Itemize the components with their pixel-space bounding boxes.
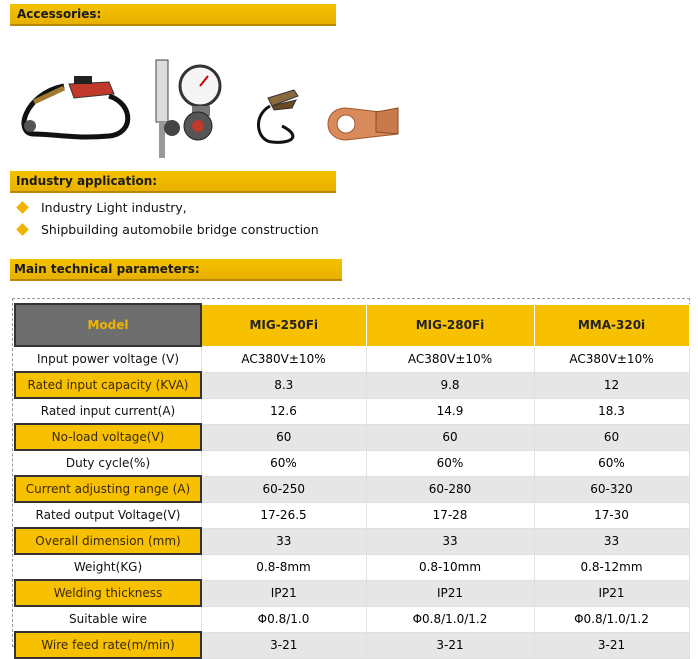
table-cell: 60%: [201, 450, 366, 476]
industry-item: Industry Light industry,: [41, 200, 187, 215]
table-cell: 17-28: [366, 502, 534, 528]
row-label: Duty cycle(%): [15, 450, 201, 476]
row-label: Rated input capacity (KVA): [15, 372, 201, 398]
table-cell: 3-21: [534, 632, 689, 658]
column-header: MIG-250Fi: [201, 304, 366, 346]
table-cell: IP21: [534, 580, 689, 606]
accessories-title: Accessories:: [17, 7, 102, 21]
industry-item: Shipbuilding automobile bridge construction: [41, 222, 319, 237]
table-cell: 60-320: [534, 476, 689, 502]
table-cell: 18.3: [534, 398, 689, 424]
technical-title: Main technical parameters:: [14, 262, 200, 276]
table-cell: 60: [534, 424, 689, 450]
row-label: Welding thickness: [15, 580, 201, 606]
technical-header: [10, 259, 342, 281]
table-row: [15, 580, 689, 606]
table-cell: 17-26.5: [201, 502, 366, 528]
earth-clamp-image: [252, 86, 312, 150]
table-cell: Φ0.8/1.0/1.2: [534, 606, 689, 632]
table-cell: 0.8-12mm: [534, 554, 689, 580]
table-cell: 0.8-8mm: [201, 554, 366, 580]
column-header: MIG-280Fi: [366, 304, 534, 346]
table-cell: 12: [534, 372, 689, 398]
bullet-icon: [16, 201, 29, 214]
table-row: [15, 502, 689, 528]
table-cell: AC380V±10%: [366, 346, 534, 372]
table-cell: 33: [366, 528, 534, 554]
table-cell: 8.3: [201, 372, 366, 398]
table-cell: 12.6: [201, 398, 366, 424]
row-label: Suitable wire: [15, 606, 201, 632]
accessories-header: [10, 4, 336, 26]
bullet-icon: [16, 223, 29, 236]
table-cell: 3-21: [201, 632, 366, 658]
table-cell: Φ0.8/1.0/1.2: [366, 606, 534, 632]
cable-lug-image: [326, 104, 402, 144]
table-cell: 60-250: [201, 476, 366, 502]
row-label: No-load voltage(V): [15, 424, 201, 450]
table-cell: 60-280: [366, 476, 534, 502]
industry-header: [10, 171, 336, 193]
table-cell: 9.8: [366, 372, 534, 398]
row-label: Rated input current(A): [15, 398, 201, 424]
column-header-model: Model: [15, 304, 201, 346]
column-header: MMA-320i: [534, 304, 689, 346]
table-cell: 0.8-10mm: [366, 554, 534, 580]
table-cell: IP21: [366, 580, 534, 606]
table-cell: AC380V±10%: [534, 346, 689, 372]
table-cell: 60%: [534, 450, 689, 476]
table-cell: 33: [201, 528, 366, 554]
row-label: Weight(KG): [15, 554, 201, 580]
industry-title: Industry application:: [16, 174, 158, 188]
table-row: [15, 554, 689, 580]
row-label: Overall dimension (mm): [15, 528, 201, 554]
row-label: Wire feed rate(m/min): [15, 632, 201, 658]
table-cell: AC380V±10%: [201, 346, 366, 372]
table-cell: 60%: [366, 450, 534, 476]
table-row: [15, 606, 689, 632]
table-row: [15, 346, 689, 372]
table-row: [15, 476, 689, 502]
gas-regulator-image: [148, 58, 238, 162]
row-label: Rated output Voltage(V): [15, 502, 201, 528]
table-cell: 3-21: [366, 632, 534, 658]
table-row: [15, 632, 689, 658]
table-cell: IP21: [201, 580, 366, 606]
welding-torch-image: [14, 64, 134, 146]
table-cell: 14.9: [366, 398, 534, 424]
table-cell: 33: [534, 528, 689, 554]
table-row: [15, 450, 689, 476]
row-label: Input power voltage (V): [15, 346, 201, 372]
table-cell: 60: [201, 424, 366, 450]
table-cell: 17-30: [534, 502, 689, 528]
table-cell: Φ0.8/1.0: [201, 606, 366, 632]
table-cell: 60: [366, 424, 534, 450]
table-row: [15, 528, 689, 554]
table-row: [15, 424, 689, 450]
table-row: [15, 398, 689, 424]
row-label: Current adjusting range (A): [15, 476, 201, 502]
table-header-row: [15, 304, 689, 346]
table-row: [15, 372, 689, 398]
parameters-table: [14, 303, 690, 659]
